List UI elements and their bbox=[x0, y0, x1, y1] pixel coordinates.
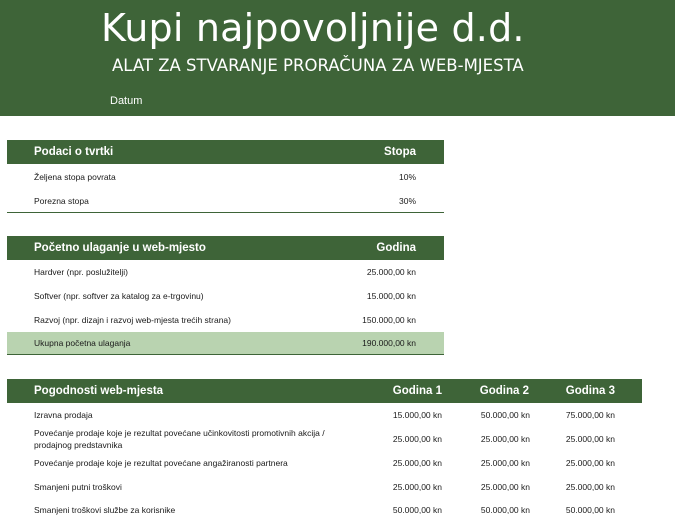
row-value-year-3[interactable]: 75.000,00 kn bbox=[565, 410, 615, 420]
row-value-year-2[interactable]: 25.000,00 kn bbox=[480, 434, 530, 444]
row-value-year-2[interactable]: 50.000,00 kn bbox=[480, 505, 530, 515]
table-bottom-rule bbox=[7, 354, 444, 355]
table-row bbox=[7, 428, 642, 452]
table-row bbox=[7, 315, 444, 327]
col-header-company-data[interactable]: Podaci o tvrtki bbox=[34, 146, 114, 158]
row-value-year-3[interactable]: 25.000,00 kn bbox=[565, 482, 615, 492]
row-value[interactable]: 25.000,00 kn bbox=[366, 267, 416, 277]
row-label[interactable]: Željena stopa povrata bbox=[34, 172, 116, 182]
col-header-year[interactable]: Godina bbox=[376, 242, 416, 254]
table-bottom-rule bbox=[7, 212, 444, 213]
row-value-year-3[interactable]: 25.000,00 kn bbox=[565, 434, 615, 444]
row-label[interactable]: Softver (npr. softver za katalog za e-trgovinu) bbox=[34, 291, 204, 301]
row-value-year-2[interactable]: 25.000,00 kn bbox=[480, 482, 530, 492]
title-banner bbox=[0, 0, 675, 116]
row-value-year-2[interactable]: 25.000,00 kn bbox=[480, 458, 530, 468]
row-label[interactable]: Smanjeni troškovi službe za korisnike bbox=[34, 505, 176, 515]
date-label[interactable]: Datum bbox=[110, 95, 143, 107]
row-value-year-1[interactable]: 50.000,00 kn bbox=[392, 505, 442, 515]
table-row bbox=[7, 267, 444, 279]
col-header-year-2[interactable]: Godina 2 bbox=[479, 385, 529, 397]
row-value-year-3[interactable]: 25.000,00 kn bbox=[565, 458, 615, 468]
col-header-year-1[interactable]: Godina 1 bbox=[392, 385, 442, 397]
col-header-initial-investment[interactable]: Početno ulaganje u web-mjesto bbox=[34, 242, 206, 254]
row-label[interactable]: Povećanje prodaje koje je rezultat povećane angažiranosti partnera bbox=[34, 458, 288, 468]
row-label[interactable]: Hardver (npr. poslužitelji) bbox=[34, 267, 129, 277]
table-row bbox=[7, 482, 642, 494]
table-row bbox=[7, 458, 642, 470]
row-value[interactable]: 15.000,00 kn bbox=[366, 291, 416, 301]
col-header-rate[interactable]: Stopa bbox=[384, 146, 416, 158]
total-row bbox=[7, 332, 444, 354]
row-value-year-3[interactable]: 50.000,00 kn bbox=[565, 505, 615, 515]
tool-subtitle[interactable]: ALAT ZA STVARANJE PRORAČUNA ZA WEB-MJESTA bbox=[112, 56, 524, 75]
row-label[interactable]: Razvoj (npr. dizajn i razvoj web-mjesta trećih strana) bbox=[34, 315, 231, 325]
table-row bbox=[7, 291, 444, 303]
row-value-year-1[interactable]: 25.000,00 kn bbox=[392, 434, 442, 444]
row-value[interactable]: 150.000,00 kn bbox=[362, 315, 416, 325]
benefits-header bbox=[7, 379, 642, 403]
table-row bbox=[7, 505, 642, 517]
total-value[interactable]: 190.000,00 kn bbox=[362, 338, 416, 348]
initial-investment-header bbox=[7, 236, 444, 260]
row-label[interactable]: Izravna prodaja bbox=[34, 410, 93, 420]
row-value-year-2[interactable]: 50.000,00 kn bbox=[480, 410, 530, 420]
initial-investment-table bbox=[7, 236, 444, 356]
col-header-benefits[interactable]: Pogodnosti web-mjesta bbox=[34, 385, 164, 397]
col-header-year-3[interactable]: Godina 3 bbox=[565, 385, 615, 397]
company-data-header bbox=[7, 140, 444, 164]
row-label[interactable]: Porezna stopa bbox=[34, 196, 89, 206]
row-value-year-1[interactable]: 25.000,00 kn bbox=[392, 482, 442, 492]
website-benefits-table bbox=[7, 379, 642, 520]
company-data-table bbox=[7, 140, 444, 215]
row-label-continued[interactable]: prodajnog predstavnika bbox=[34, 440, 123, 450]
row-value-year-1[interactable]: 25.000,00 kn bbox=[392, 458, 442, 468]
total-label[interactable]: Ukupna početna ulaganja bbox=[34, 338, 131, 348]
row-value[interactable]: 30% bbox=[398, 196, 416, 206]
table-row bbox=[7, 172, 444, 184]
table-row bbox=[7, 196, 444, 208]
row-value[interactable]: 10% bbox=[398, 172, 416, 182]
company-title[interactable]: Kupi najpovoljnije d.d. bbox=[101, 6, 525, 50]
row-value-year-1[interactable]: 15.000,00 kn bbox=[392, 410, 442, 420]
table-row bbox=[7, 410, 642, 422]
row-label[interactable]: Smanjeni putni troškovi bbox=[34, 482, 122, 492]
row-label[interactable]: Povećanje prodaje koje je rezultat povećane učinkovitosti promotivnih akcija / bbox=[34, 428, 325, 438]
